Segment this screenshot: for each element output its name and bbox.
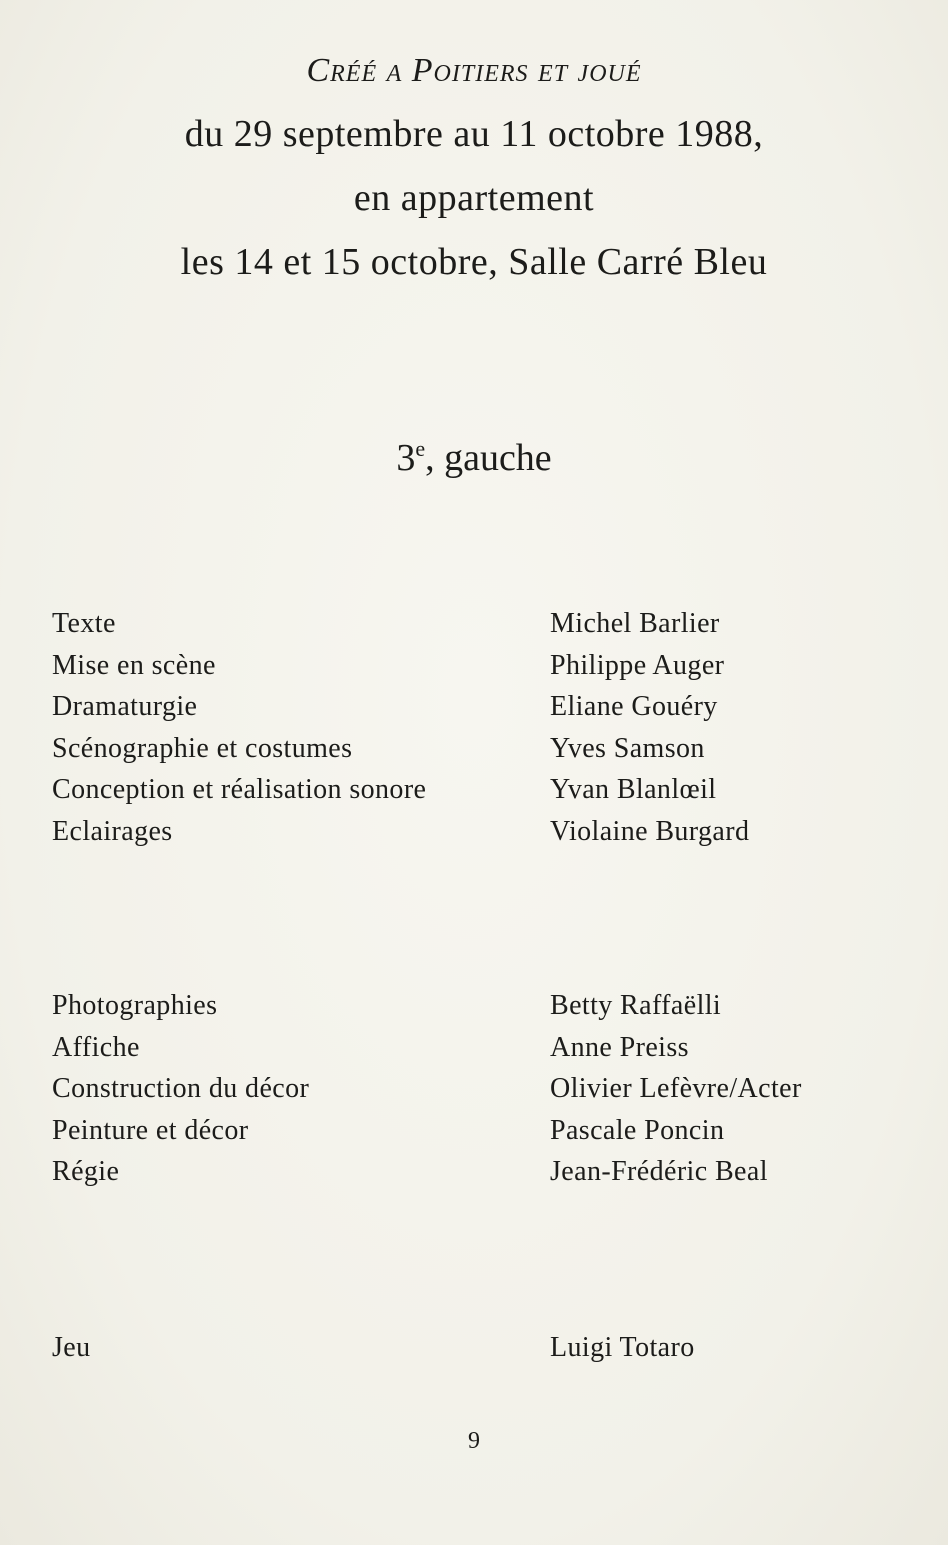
credit-row	[52, 1332, 912, 1374]
credit-role: Construction du décor	[52, 1073, 310, 1104]
credits-group-production-team	[52, 990, 912, 1198]
credit-person: Yvan Blanlœil	[550, 774, 717, 805]
credit-person: Violaine Burgard	[550, 815, 750, 847]
header-dates-line: du 29 septembre au 11 octobre 1988,	[184, 113, 764, 155]
play-title-number: 3	[396, 437, 416, 479]
credit-person: Betty Raffaëlli	[550, 990, 722, 1021]
credit-role: Affiche	[52, 1031, 140, 1063]
header-second-venue-line: les 14 et 15 octobre, Salle Carré Bleu	[180, 241, 768, 283]
credit-role: Eclairages	[52, 815, 173, 847]
credit-row	[52, 1156, 912, 1198]
play-title	[0, 436, 948, 480]
credit-role: Mise en scène	[52, 649, 216, 681]
credit-role: Jeu	[52, 1332, 91, 1363]
credit-role: Conception et réalisation sonore	[52, 774, 427, 805]
credit-role: Scénographie et costumes	[52, 732, 353, 764]
credit-row	[52, 774, 912, 816]
credit-person: Yves Samson	[550, 732, 705, 764]
credit-person: Anne Preiss	[550, 1031, 689, 1063]
credit-role: Dramaturgie	[52, 691, 198, 722]
credit-person: Olivier Lefèvre/Acter	[550, 1073, 802, 1104]
credit-person: Luigi Totaro	[550, 1332, 695, 1363]
credit-person: Jean-Frédéric Beal	[550, 1156, 768, 1187]
credit-row	[52, 1115, 912, 1157]
credit-row	[52, 816, 912, 858]
credit-row	[52, 733, 912, 775]
credit-row	[52, 650, 912, 692]
credit-row	[52, 608, 912, 650]
credit-person: Philippe Auger	[550, 649, 725, 681]
credit-person: Michel Barlier	[550, 608, 720, 639]
credit-role: Régie	[52, 1156, 120, 1187]
credit-row	[52, 990, 912, 1032]
credit-role: Texte	[52, 608, 116, 639]
credit-person: Eliane Gouéry	[550, 691, 718, 722]
header-title: Créé a Poitiers et joué	[306, 52, 642, 89]
credit-role: Photographies	[52, 990, 218, 1021]
credit-row	[52, 691, 912, 733]
credit-row	[52, 1073, 912, 1115]
credits-group-creative-team	[52, 608, 912, 857]
header-venue-line: en appartement	[353, 177, 595, 219]
page-number: 9	[468, 1428, 480, 1454]
credit-row	[52, 1032, 912, 1074]
play-title-rest: , gauche	[425, 437, 552, 479]
credit-person: Pascale Poncin	[550, 1114, 725, 1146]
credit-role: Peinture et décor	[52, 1114, 249, 1146]
credits-group-cast	[52, 1332, 912, 1374]
play-title-superscript: e	[415, 436, 426, 461]
